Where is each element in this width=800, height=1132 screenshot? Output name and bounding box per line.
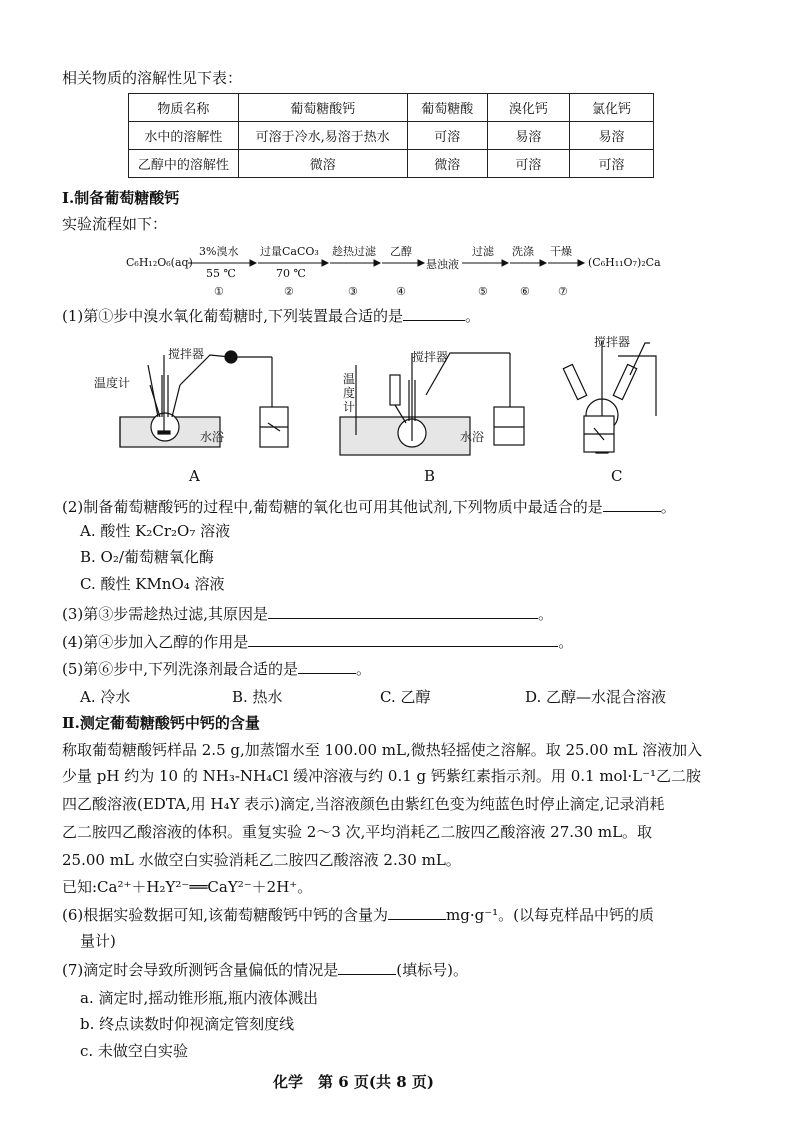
flow-middle: 悬浊液	[426, 258, 459, 271]
table-cell: 可溶	[407, 122, 487, 150]
table-cell: 微溶	[407, 150, 487, 178]
flow-step-7-num: ⑦	[558, 285, 568, 298]
table-cell: 可溶于冷水,易溶于热水	[238, 122, 407, 150]
intro-text: 相关物质的溶解性见下表：	[62, 69, 243, 87]
table-header: 物质名称	[129, 94, 239, 122]
flow-step-2-temp: 70 ℃	[276, 267, 306, 280]
table-header: 葡萄糖酸钙	[238, 94, 407, 122]
stirrer-label-a: 搅拌器	[168, 347, 205, 361]
page-footer: 化学 第 6 页(共 8 页)	[273, 1073, 434, 1091]
question-5: (5)第⑥步中,下列洗涤剂最合适的是 。	[62, 660, 372, 678]
flow-step-1-num: ①	[214, 285, 224, 298]
question-2-text: (2)制备葡萄糖酸钙的过程中,葡萄糖的氧化也可用其他试剂,下列物质中最适合的是	[62, 498, 603, 516]
q2-option-b: B. O₂/葡萄糖氧化酶	[80, 548, 214, 566]
table-header: 葡萄糖酸	[407, 94, 487, 122]
table-cell: 易溶	[487, 122, 569, 150]
paragraph-line: 25.00 mL 水做空白实验消耗乙二胺四乙酸溶液 2.30 mL。	[62, 851, 461, 869]
table-row	[129, 122, 654, 150]
stirrer-label-c: 搅拌器	[594, 335, 631, 349]
table-cell: 易溶	[569, 122, 653, 150]
thermometer-label-b: 温度计	[343, 372, 356, 414]
table-cell: 可溶	[569, 150, 653, 178]
apparatus-label-b: B	[424, 467, 436, 485]
stirrer-label-b: 搅拌器	[412, 350, 449, 364]
part1-title: Ⅰ.制备葡萄糖酸钙	[62, 189, 180, 207]
question-7-text: (7)滴定时会导致所测钙含量偏低的情况是	[62, 961, 339, 979]
table-header: 氯化钙	[569, 94, 653, 122]
water-bath-label-b: 水浴	[460, 430, 485, 444]
answer-blank	[388, 905, 446, 920]
flow-step-3-op: 趁热过滤	[332, 245, 376, 258]
flow-chart	[126, 243, 666, 301]
question-4: (4)第④步加入乙醇的作用是 。	[62, 633, 574, 651]
q5-option-d: D. 乙醇—水混合溶液	[525, 688, 667, 706]
known-equation: 已知:Ca²⁺＋H₂Y²⁻══CaY²⁻＋2H⁺。	[62, 878, 313, 896]
flow-step-7-op: 干燥	[550, 245, 572, 258]
flow-step-4-reagent: 乙醇	[390, 245, 412, 258]
answer-blank	[248, 632, 558, 647]
paragraph-line: 少量 pH 约为 10 的 NH₃-NH₄Cl 缓冲溶液与约 0.1 g 钙紫红素指示剂。用 0.1 mol·L⁻¹乙二胺	[62, 767, 702, 785]
q5-option-a: A. 冷水	[80, 688, 131, 706]
question-6-text: (6)根据实验数据可知,该葡萄糖酸钙中钙的含量为	[62, 906, 389, 924]
q5-option-c: C. 乙醇	[380, 688, 431, 706]
water-bath-label-a: 水浴	[200, 430, 225, 444]
apparatus-b	[340, 353, 524, 455]
question-3: (3)第③步需趁热过滤,其原因是 。	[62, 605, 554, 623]
table-cell: 乙醇中的溶解性	[129, 150, 239, 178]
table-cell: 水中的溶解性	[129, 122, 239, 150]
question-7-tail: (填标号)。	[396, 961, 468, 979]
flow-step-5-num: ⑤	[478, 285, 488, 298]
answer-blank	[403, 306, 465, 321]
flow-step-6-num: ⑥	[520, 285, 530, 298]
apparatus-label-a: A	[189, 467, 200, 485]
question-6	[62, 905, 654, 925]
flow-step-1-reagent: 3%溴水	[199, 245, 239, 258]
question-2: (2)制备葡萄糖酸钙的过程中,葡萄糖的氧化也可用其他试剂,下列物质中最适合的是 。	[62, 498, 676, 516]
q2-option-a: A. 酸性 K₂Cr₂O₇ 溶液	[80, 522, 231, 540]
question-1-text: (1)第①步中溴水氧化葡萄糖时,下列装置最合适的是	[62, 307, 404, 325]
flow-step-6-op: 洗涤	[512, 245, 534, 258]
answer-blank	[603, 497, 661, 512]
part2-title: Ⅱ.测定葡萄糖酸钙中钙的含量	[62, 714, 260, 732]
table-row	[129, 150, 654, 178]
answer-blank	[338, 960, 396, 975]
flow-start: C₆H₁₂O₆(aq)	[126, 256, 193, 269]
table-header: 溴化钙	[487, 94, 569, 122]
table-cell: 微溶	[238, 150, 407, 178]
flow-step-1-temp: 55 ℃	[206, 267, 236, 280]
answer-blank	[268, 604, 538, 619]
q2-option-c: C. 酸性 KMnO₄ 溶液	[80, 575, 225, 593]
q5-option-b: B. 热水	[232, 688, 283, 706]
question-5-text: (5)第⑥步中,下列洗涤剂最合适的是	[62, 660, 299, 678]
table-header-row	[129, 94, 654, 122]
question-6-cont: 量计)	[80, 932, 116, 950]
flow-step-4-num: ④	[396, 285, 406, 298]
solubility-table	[128, 93, 654, 178]
apparatus-label-c: C	[611, 467, 623, 485]
flow-step-5-op: 过滤	[472, 245, 494, 258]
table-cell: 可溶	[487, 150, 569, 178]
q7-option-c: c. 未做空白实验	[80, 1042, 188, 1060]
question-1: (1)第①步中溴水氧化葡萄糖时,下列装置最合适的是 。	[62, 307, 481, 325]
flow-step-3-num: ③	[348, 285, 358, 298]
question-6-unit: mg·g⁻¹。(以每克样品中钙的质	[446, 906, 655, 924]
q7-option-a: a. 滴定时,摇动锥形瓶,瓶内液体溅出	[80, 989, 319, 1007]
question-4-text: (4)第④步加入乙醇的作用是	[62, 633, 249, 651]
paragraph-line: 四乙酸溶液(EDTA,用 H₄Y 表示)滴定,当溶液颜色由紫红色变为纯蓝色时停止滴定,记录消耗	[62, 795, 665, 813]
flow-step-2-reagent: 过量CaCO₃	[260, 245, 319, 258]
question-3-text: (3)第③步需趁热过滤,其原因是	[62, 605, 269, 623]
paragraph-line: 称取葡萄糖酸钙样品 2.5 g,加蒸馏水至 100.00 mL,微热轻摇使之溶解。取 25.00 mL 溶液加入	[62, 741, 703, 759]
q5-options	[0, 686, 800, 706]
q7-option-b: b. 终点读数时仰视滴定管刻度线	[80, 1015, 295, 1033]
answer-blank	[298, 659, 356, 674]
thermometer-label-a: 温度计	[94, 376, 131, 390]
question-7	[62, 960, 468, 980]
paragraph-line: 乙二胺四乙酸溶液的体积。重复实验 2～3 次,平均消耗乙二胺四乙酸溶液 27.30 mL。取	[62, 823, 653, 841]
flow-step-2-num: ②	[284, 285, 294, 298]
flow-end: (C₆H₁₁O₇)₂Ca	[588, 256, 661, 269]
flow-intro: 实验流程如下：	[62, 215, 168, 233]
